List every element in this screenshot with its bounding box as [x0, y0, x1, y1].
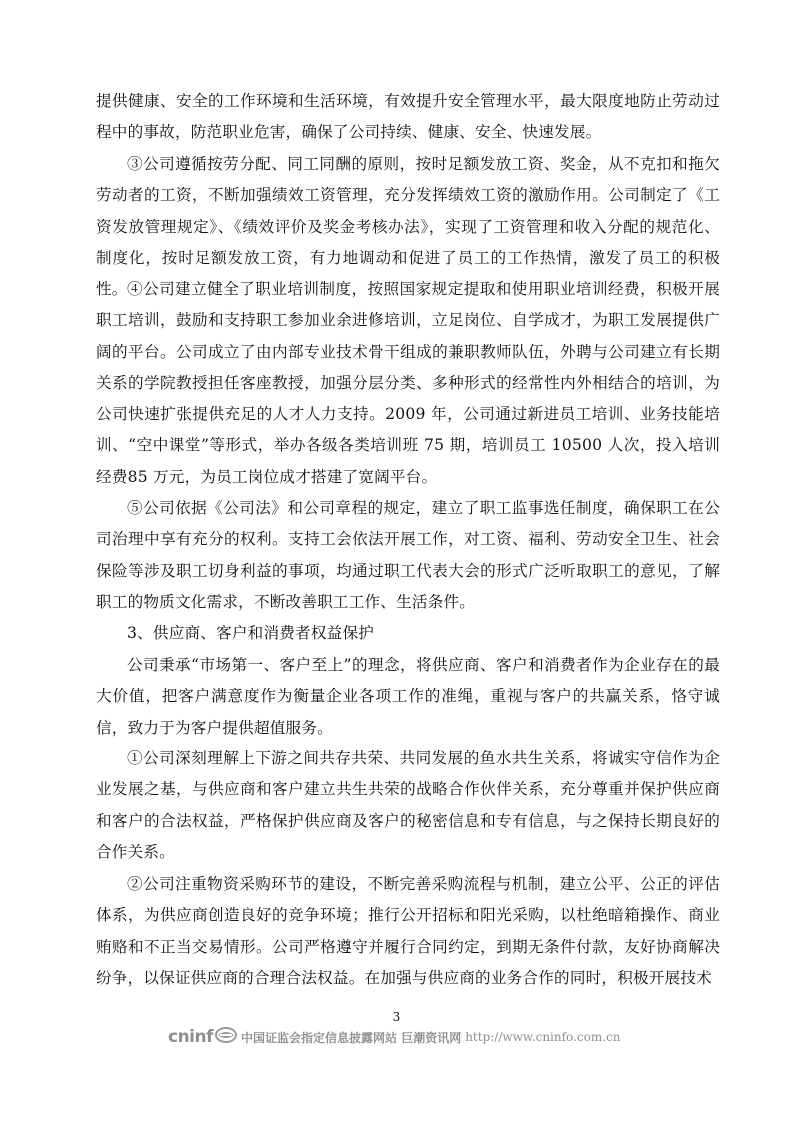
paragraph-2: ③公司遵循按劳分配、同工同酬的原则，按时足额发放工资、奖金，从不克扣和拖欠劳动者的工资，不断加强绩效工资管理，充分发挥绩效工资的激励作用。公司制定了《工资发放管理规定》、《绩效评价及奖金考核办法》，实现了工资管理和收入分配的规范化、制度化，按时足额发放工资，有力地调动和促进了员工的工作热情，激发了员工的积极性。: [96, 155, 720, 299]
paragraph-4: ⑤公司依据《公司法》和公司章程的规定，建立了职工监事选任制度，确保职工在公司治理中享有充分的权利。支持工会依法开展工作，对工资、福利、劳动安全卫生、社会保险等涉及职工切身利益的事项，均通过职工代表大会的形式广泛听取职工的意见，了解职工的物质文化需求，不断改善职工工作、生活条件。: [96, 499, 720, 611]
page-number: 3: [392, 1010, 401, 1024]
section-heading: 3、供应商、客户和消费者权益保护: [127, 624, 375, 642]
footer-site-name: 中国证监会指定信息披露网站 巨潮资讯网: [241, 1030, 462, 1045]
paragraph-5: 公司秉承“市场第一、客户至上”的理念，将供应商、客户和消费者作为企业存在的最大价值，把客户满意度作为衡量企业各项工作的准绳，重视与客户的共赢关系，恪守诚信，致力于为客户提供超值服务。: [96, 656, 720, 737]
footer-watermark: [168, 1026, 620, 1048]
footer-url[interactable]: http://www.cninfo.com.cn: [465, 1030, 621, 1044]
paragraph-7: ②公司注重物资采购环节的建设，不断完善采购流程与机制，建立公平、公正的评估体系，为供应商创造良好的竞争环境；推行公开招标和阳光采购，以杜绝暗箱操作、商业贿赂和不正当交易情形。公司严格遵守并履行合同约定，到期无条件付款，友好协商解决纷争，以保证供应商的合理合法权益。在加强与供应商的业务合作的同时，积极开展技术: [96, 875, 720, 987]
paragraph-6: ①公司深刻理解上下游之间共存共荣、共同发展的鱼水共生关系，将诚实守信作为企业发展之基，与供应商和客户建立共生共荣的战略合作伙伴关系，充分尊重并保护供应商和客户的合法权益，严格保护供应商及客户的秘密信息和专有信息，与之保持长期良好的合作关系。: [96, 749, 720, 861]
paragraph-3: ④公司建立健全了职业培训制度，按照国家规定提取和使用职业培训经费，积极开展职工培训，鼓励和支持职工参加业余进修培训，立足岗位、自学成才，为职工发展提供广阔的平台。公司成立了由内部专业技术骨干组成的兼职教师队伍，外聘与公司建立有长期关系的学院教授担任客座教授，加强分层分类、多种形式的经常性内外相结合的培训，为公司快速扩张提供充足的人才人力支持。2009 年，公司通过新进员工培训、业务技能培训、“空中课堂”等形式，举办各级各类培训班 75 期，培训员工 10500 人次，投入培训经费85 万元，为员工岗位成才搭建了宽阔平台。: [96, 280, 720, 486]
cninfo-logo-icon: [215, 1027, 237, 1047]
paragraph-1: 提供健康、安全的工作环境和生活环境，有效提升安全管理水平，最大限度地防止劳动过程中的事故，防范职业危害，确保了公司持续、健康、安全、快速发展。: [96, 92, 720, 142]
cninfo-logo-text: cninf: [168, 1027, 214, 1047]
